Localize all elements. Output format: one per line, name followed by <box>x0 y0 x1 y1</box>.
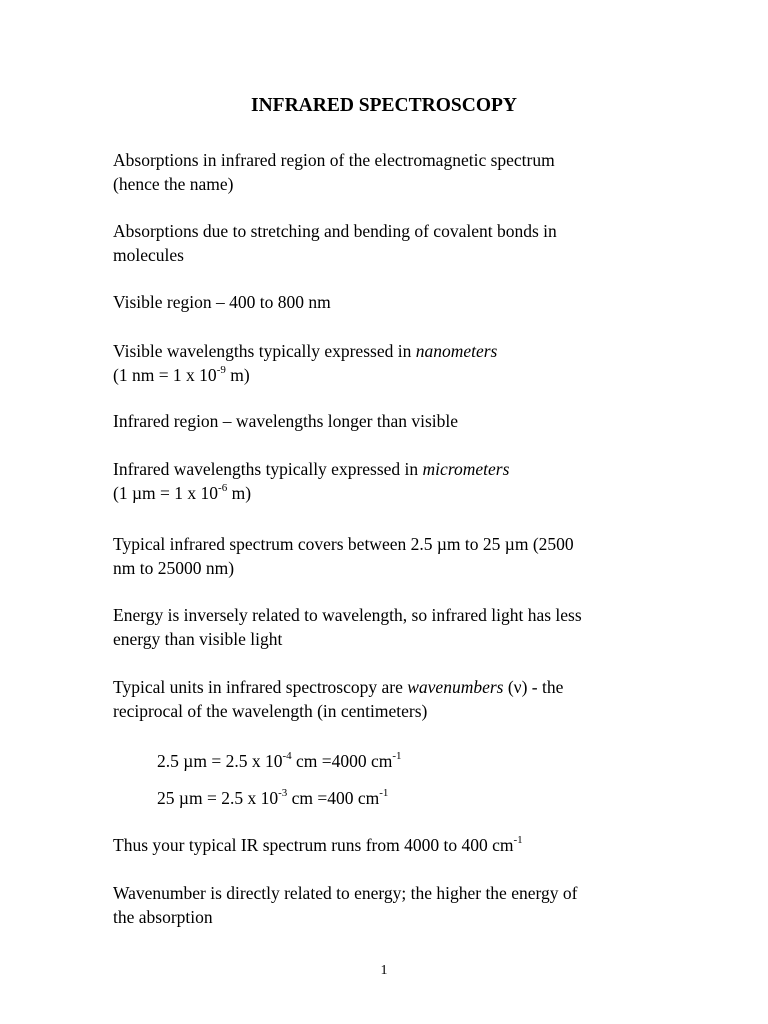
paragraph-ir-range <box>113 833 673 857</box>
paragraph-line: Wavenumber is directly related to energy; the higher the energy of <box>113 883 578 903</box>
paragraph-text: Typical units in infrared spectroscopy are <box>113 677 408 697</box>
paragraph-line: Infrared region – wavelengths longer than visible <box>113 411 459 431</box>
paragraph-line: Absorptions in infrared region of the electromagnetic spectrum <box>113 150 555 170</box>
equation-text: cm =400 cm <box>287 788 380 808</box>
paragraph-energy-inverse <box>113 603 673 651</box>
paragraph-visible-region <box>113 290 673 314</box>
page-title: INFRARED SPECTROSCOPY <box>251 95 517 116</box>
paragraph-text: m) <box>225 365 250 385</box>
paragraph-line: Visible region – 400 to 800 nm <box>113 292 331 312</box>
equation-text: cm =4000 cm <box>291 751 393 771</box>
equation-text: 25 µm = 2.5 x 10 <box>157 788 279 808</box>
paragraph-text: Visible wavelengths typically expressed in <box>113 341 416 361</box>
paragraph-line: Energy is inversely related to wavelength, so infrared light has less <box>113 605 582 625</box>
paragraph-text: m) <box>227 483 252 503</box>
paragraph-wavenumbers <box>113 675 673 723</box>
paragraph-line: Absorptions due to stretching and bending of covalent bonds in <box>113 221 557 241</box>
paragraph-absorptions-bonds <box>113 219 673 267</box>
italic-term: micrometers <box>422 459 510 479</box>
paragraph-line: (hence the name) <box>113 174 234 194</box>
italic-term: wavenumbers <box>407 677 504 697</box>
page-number: 1 <box>380 963 388 978</box>
paragraph-infrared-wavelengths <box>113 457 673 505</box>
exponent: -4 <box>282 750 292 763</box>
paragraph-line: reciprocal of the wavelength (in centimeters) <box>113 701 428 721</box>
italic-term: nanometers <box>415 341 498 361</box>
equation-2-5-micrometers <box>157 749 717 773</box>
equation-text: 2.5 µm = 2.5 x 10 <box>157 751 283 771</box>
exponent: -3 <box>278 787 288 800</box>
paragraph-line: molecules <box>113 245 184 265</box>
exponent: -1 <box>379 787 389 800</box>
paragraph-line: the absorption <box>113 907 213 927</box>
paragraph-infrared-region <box>113 409 673 433</box>
exponent: -1 <box>513 834 523 847</box>
paragraph-visible-wavelengths <box>113 339 673 387</box>
paragraph-text: Thus your typical IR spectrum runs from 4000 to 400 cm <box>113 835 514 855</box>
paragraph-line: energy than visible light <box>113 629 283 649</box>
paragraph-line: Typical infrared spectrum covers between 2.5 µm to 25 µm (2500 <box>113 534 574 554</box>
paragraph-wavenumber-energy <box>113 881 673 929</box>
paragraph-text: Infrared wavelengths typically expressed in <box>113 459 423 479</box>
exponent: -1 <box>392 750 402 763</box>
exponent: -9 <box>216 364 226 377</box>
paragraph-line: nm to 25000 nm) <box>113 558 235 578</box>
paragraph-text: (1 nm = 1 x 10 <box>113 365 217 385</box>
exponent: -6 <box>218 482 228 495</box>
paragraph-text: (ν) - the <box>503 677 564 697</box>
paragraph-text: (1 µm = 1 x 10 <box>113 483 219 503</box>
paragraph-absorptions-region <box>113 148 673 196</box>
equation-25-micrometers <box>157 786 717 810</box>
paragraph-typical-spectrum <box>113 532 673 580</box>
